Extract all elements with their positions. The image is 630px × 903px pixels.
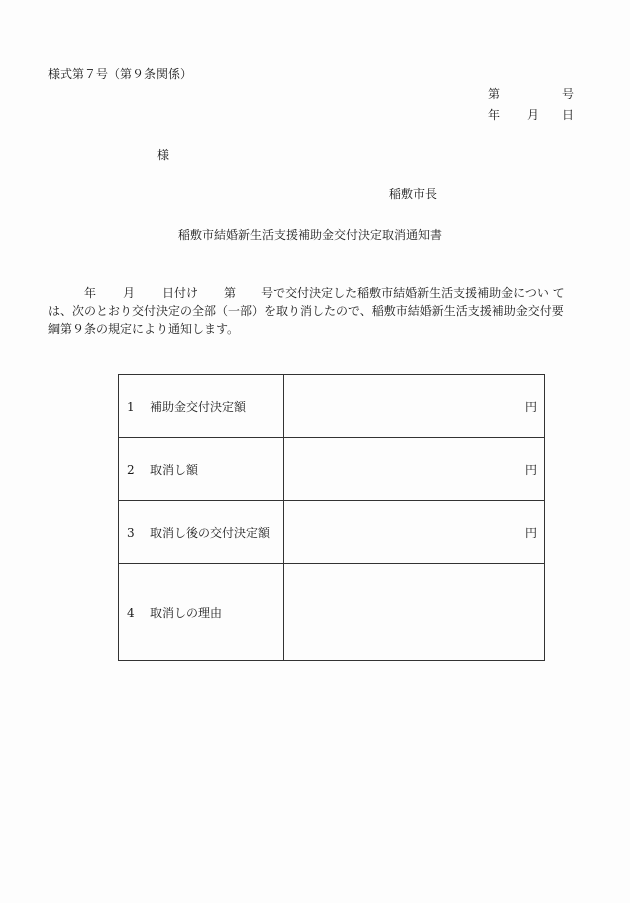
- unit-label: 円: [524, 462, 537, 477]
- recipient-suffix: 様: [157, 148, 170, 162]
- table-row: [119, 375, 545, 438]
- doc-number-suffix: 号: [562, 87, 575, 101]
- date-month-label: 月: [527, 108, 540, 122]
- table-row: [119, 438, 545, 501]
- body-line-1: [48, 287, 565, 299]
- details-table: [118, 374, 545, 661]
- body-day: 日付け: [162, 286, 199, 300]
- amount-field: [284, 375, 545, 438]
- row-label-cell: [119, 501, 284, 564]
- amount-field: [284, 501, 545, 564]
- doc-number-prefix: 第: [488, 87, 501, 101]
- row-label: 補助金交付決定額: [150, 399, 247, 414]
- form-label: 様式第７号（第９条関係）: [48, 67, 193, 81]
- date-year-label: 年: [488, 108, 501, 122]
- body-month: 月: [123, 286, 136, 300]
- unit-label: 円: [524, 399, 537, 414]
- row-label: 取消し額: [150, 462, 199, 477]
- table-row: [119, 564, 545, 661]
- sender-name: 稲敷市長: [389, 187, 438, 201]
- document-title: 稲敷市結婚新生活支援補助金交付決定取消通知書: [177, 228, 442, 242]
- row-label-cell: [119, 375, 284, 438]
- row-label: 取消しの理由: [150, 605, 223, 620]
- date-day-label: 日: [562, 108, 575, 122]
- row-number: 1: [127, 399, 135, 414]
- body-line-2: は、次のとおり交付決定の全部（一部）を取り消したので、稲敷市結婚新生活支援補助金交付要: [48, 304, 564, 318]
- body-line-3: 綱第９条の規定により通知します。: [48, 322, 240, 336]
- amount-field: [284, 438, 545, 501]
- row-number: 2: [127, 462, 135, 477]
- row-label: 取消し後の交付決定額: [150, 525, 271, 540]
- body-dai: 第: [224, 286, 237, 300]
- row-label-cell: [119, 438, 284, 501]
- row-label-cell: [119, 564, 284, 661]
- row-number: 4: [127, 605, 135, 620]
- row-number: 3: [127, 525, 135, 540]
- reason-field: [284, 564, 545, 661]
- body-line-1-rest: 号で交付決定した稲敷市結婚新生活支援補助金につい て: [261, 286, 565, 300]
- table-row: [119, 501, 545, 564]
- body-year: 年: [84, 286, 97, 300]
- unit-label: 円: [524, 525, 537, 540]
